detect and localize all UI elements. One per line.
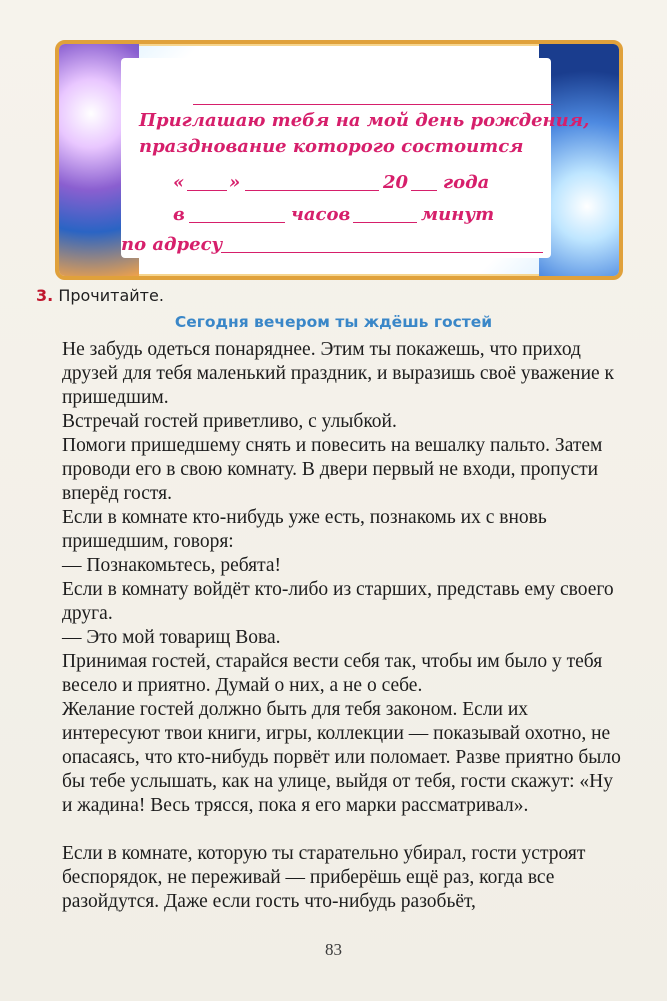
- story-title: Сегодня вечером ты ждёшь гостей: [174, 313, 493, 331]
- blank-line-hours: [189, 222, 285, 223]
- page-number: 83: [325, 940, 342, 959]
- paragraph: Встречай гостей приветливо, с улыбкой.: [62, 411, 397, 432]
- in-label: в: [173, 204, 185, 225]
- blank-line-name: [193, 104, 553, 105]
- invitation-paper: [121, 58, 590, 258]
- address-label: по адресу: [121, 234, 223, 255]
- blank-line-minutes: [353, 222, 417, 223]
- paragraph: Принимая гостей, старайся вести себя так, чтобы им было у тебя весело и приятно. Думай о них, а не о себе.: [62, 651, 603, 696]
- blank-line-year: [411, 190, 437, 191]
- blank-line-address: [221, 252, 543, 253]
- quote-open: «: [173, 172, 185, 193]
- invitation-card: [55, 40, 623, 280]
- paragraph: — Это мой товарищ Вова.: [62, 627, 281, 648]
- hours-label: часов: [291, 204, 351, 225]
- paragraph: Если в комнату войдёт кто-либо из старших, представь ему своего друга.: [62, 579, 614, 624]
- paragraph: Помоги пришедшему снять и повесить на вешалку пальто. Затем проводи его в свою комнату. В двери первый не входи, пропусти вперёд гостя.: [62, 435, 603, 504]
- year-label: 20: [383, 172, 409, 193]
- invitation-line1: Приглашаю тебя на мой день рождения,: [139, 110, 590, 131]
- paragraph: Если в комнате, которую ты старательно убирал, гости устроят беспорядок, не переживай — приберёшь ещё раз, когда все разойдутся. Даже если гость что-нибудь разобьёт,: [62, 843, 586, 912]
- task-number: 3.: [36, 286, 54, 305]
- year-word: года: [443, 172, 490, 193]
- minutes-label: минут: [421, 204, 495, 225]
- quote-close: »: [229, 172, 241, 193]
- blank-line-day: [187, 190, 227, 191]
- fireworks-right-decoration: [539, 44, 619, 276]
- paragraph: — Познакомьтесь, ребята!: [62, 555, 282, 576]
- invitation-line2: празднование которого состоится: [139, 136, 524, 157]
- paragraph: Желание гостей должно быть для тебя законом. Если их интересуют твои книги, игры, коллекции — показывай охотно, не опасаясь, что кто-нибудь порвёт или поломает. Разве приятно было бы тебе услышать, как на улице, выйдя от тебя, гости скажут: «Ну и жадина! Весь трясся, пока я его марки рассматривал».: [62, 699, 621, 816]
- paragraph: Не забудь одеться понаряднее. Этим ты покажешь, что приход друзей для тебя маленький праздник, и выразишь своё уважение к пришедшим.: [62, 339, 615, 408]
- task-instruction: Прочитайте.: [58, 286, 164, 305]
- paragraph: Если в комнате кто-нибудь уже есть, познакомь их с вновь пришедшим, говоря:: [62, 507, 547, 552]
- task-heading: [36, 286, 164, 305]
- blank-line-month: [245, 190, 379, 191]
